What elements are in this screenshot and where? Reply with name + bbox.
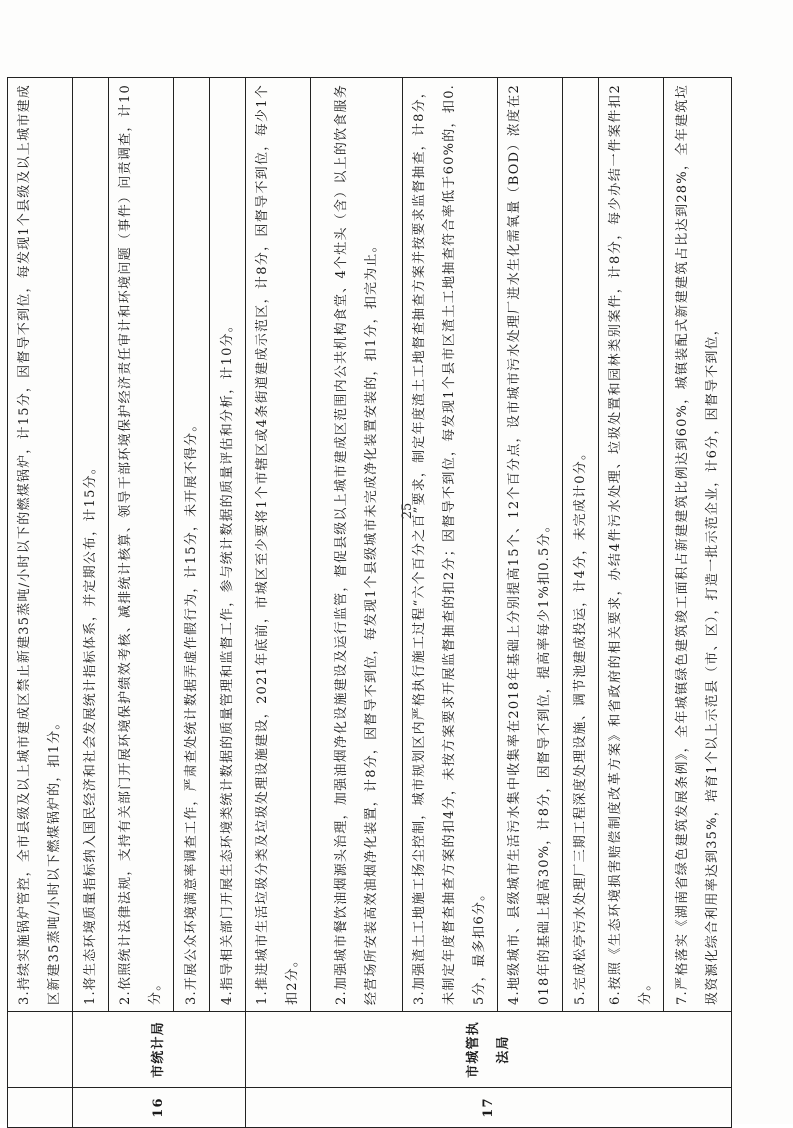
department-cell: 市统计局 — [73, 1012, 246, 1088]
assessment-table — [7, 77, 732, 1128]
item-cell: 3.加强渣土工地施工扬尘控制，城市规划区内严格执行施工过程“六个百分之百”要求，制定年度渣土工地督查抽查方案并按要求监督抽查，计8分，未制定年度督查抽查方案的扣4分，未按方案要求开展监督抽查的扣2分；因督导不到位，每发现1个县市区渣土工地抽查符合率低于60%的，扣0.5分，最多扣6分。 — [403, 78, 498, 1012]
table-row — [246, 78, 311, 1128]
table-row — [174, 78, 210, 1128]
item-cell: 2.依照统计法律法规，支持有关部门开展环境保护绩效考核、减排统计核算、领导干部环境保护经济责任审计和环境问题（事件）问责调查，计10分。 — [109, 78, 174, 1012]
table-row — [403, 78, 498, 1128]
table-row — [210, 78, 246, 1128]
item-cell: 6.按照《生态环境损害赔偿制度改革方案》和省政府的相关要求，办结4件污水处理、垃圾处置和园林类别案件，计8分，每少办结一件案件扣2分。 — [599, 78, 664, 1012]
table-row — [8, 78, 73, 1128]
table-row — [664, 78, 732, 1128]
row-number-cell: 17 — [246, 1088, 732, 1128]
item-cell: 1.推进城市生活垃圾分类及垃圾处理设施建设，2021年底前，市城区至少要将1个市辖区或4条街道建成示范区，计8分，因督导不到位，每少1个扣2分。 — [246, 78, 311, 1012]
row-number-cell — [8, 1088, 73, 1128]
item-cell: 7.严格落实《湖南省绿色建筑发展条例》，全年城镇绿色建筑竣工面积占新建建筑比例达到60%，城镇装配式新建建筑占比达到28%，全年建筑垃圾资源化综合利用率达到35%，培育1个以上示范县（市、区），打造一批示范企业，计6分，因督导不到位， — [664, 78, 732, 1012]
page-number: 25 — [400, 502, 415, 520]
item-cell: 1.将生态环境质量指标纳入国民经济和社会发展统计指标体系，并定期公布，计15分。 — [73, 78, 109, 1012]
row-number-cell: 16 — [73, 1088, 246, 1128]
table-row — [599, 78, 664, 1128]
item-cell: 5.完成松亭污水处理厂三期工程深度处理设施、调节池建成投运，计4分，未完成计0分。 — [563, 78, 599, 1012]
table-row — [109, 78, 174, 1128]
table-row — [311, 78, 403, 1128]
rotated-table-container — [7, 78, 720, 1128]
item-cell: 4.地级城市、县级城市生活污水集中收集率在2018年基础上分别提高15个、12个百分点，设市城市污水处理厂进水生化需氧量（BOD）浓度在2018年的基础上提高30%，计8分，因督导不到位，提高率每少1%扣0.5分。 — [498, 78, 563, 1012]
item-cell: 2.加强城市餐饮油烟源头治理，加强油烟净化设施建设及运行监管，督促县级以上城市建成区范围内公共机构食堂、4个灶头（含）以上的饮食服务经营场所安装高效油烟净化装置，计8分，因督导不到位，每发现1个县级城市未完成净化装置安装的，扣1分，扣完为止。 — [311, 78, 403, 1012]
department-cell — [8, 1012, 73, 1088]
item-cell: 4.指导相关部门开展生态环境类统计数据的质量管理和监督工作，参与统计数据的质量评估和分析，计10分。 — [210, 78, 246, 1012]
item-cell: 3.持续实施锅炉管控，全市县级及以上城市建成区禁止新建35蒸吨/小时以下的燃煤锅炉，计15分，因督导不到位，每发现1个县级及以上城市建成区新建35蒸吨/小时以下燃煤锅炉的，扣1分。 — [8, 78, 73, 1012]
department-cell: 市城管执法局 — [246, 1012, 732, 1088]
table-row — [498, 78, 563, 1128]
item-cell: 3.开展公众环境满意率调查工作，严肃查处统计数据弄虚作假行为，计15分，未开展不得分。 — [174, 78, 210, 1012]
table-row — [73, 78, 109, 1128]
table-row — [563, 78, 599, 1128]
